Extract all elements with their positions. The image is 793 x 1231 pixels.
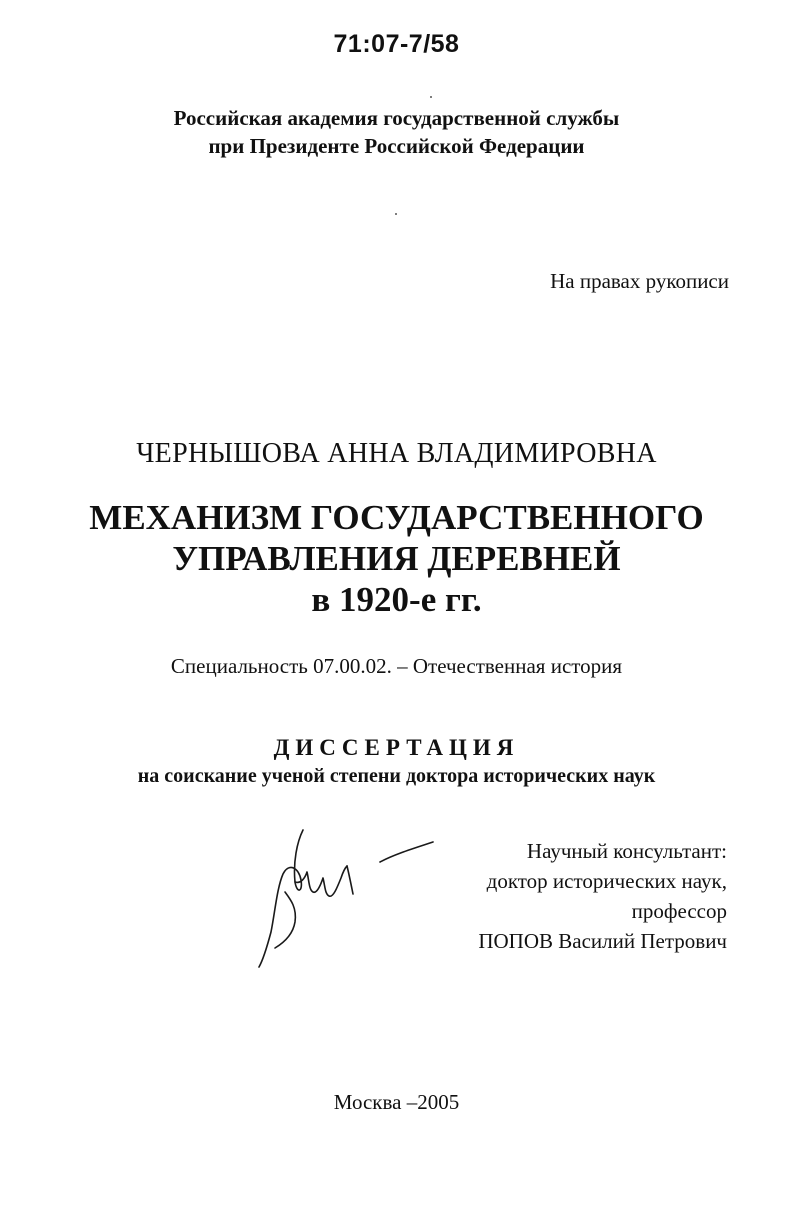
consultant-role: Научный консультант: (526, 839, 727, 863)
author-name: ЧЕРНЫШОВА АННА ВЛАДИМИРОВНА (136, 438, 657, 469)
consultant-degree: доктор исторических наук, (486, 869, 727, 893)
consultant-block (478, 836, 727, 956)
handwritten-signature (245, 822, 445, 972)
call-number: 71:07-7/58 (333, 30, 460, 58)
rights-note: На правах рукописи (550, 269, 729, 293)
document-type: ДИССЕРТАЦИЯ (273, 735, 520, 760)
organization-name-line-2: при Президенте Российской Федерации (208, 134, 585, 158)
title-line-2: УПРАВЛЕНИЯ ДЕРЕВНЕЙ (172, 539, 621, 578)
degree-statement: на соискание ученой степени доктора исторических наук (137, 765, 656, 787)
title-line-1: МЕХАНИЗМ ГОСУДАРСТВЕННОГО (89, 498, 704, 537)
city-year: Москва –2005 (333, 1090, 460, 1114)
specialty: Специальность 07.00.02. – Отечественная история (170, 654, 623, 678)
title-line-3: в 1920-е гг. (311, 580, 482, 619)
organization-name-line-1: Российская академия государственной службы (173, 106, 620, 130)
consultant-rank: профессор (631, 899, 727, 923)
consultant-name: ПОПОВ Василий Петрович (478, 929, 727, 953)
